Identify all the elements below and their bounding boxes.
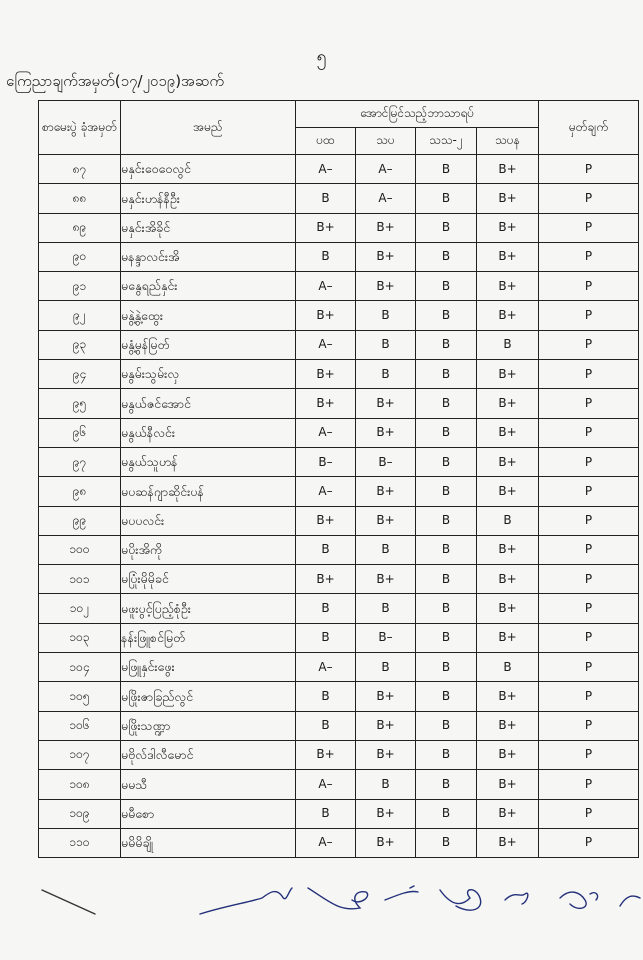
roll-number-cell: ၉၀ (39, 242, 121, 271)
header-name: အမည် (121, 101, 296, 155)
grade-cell: B (477, 506, 539, 535)
student-name-cell: မဖြိုးသဏ္ဍာ (121, 711, 296, 740)
grade-cell: A– (296, 418, 356, 447)
grade-cell: B (416, 242, 477, 271)
signature-5 (440, 890, 481, 910)
remark-cell: P (539, 653, 639, 682)
table-row (39, 389, 639, 418)
grade-cell: B+ (356, 418, 416, 447)
table-row (39, 565, 639, 594)
grade-cell: B+ (356, 711, 416, 740)
table-row (39, 155, 639, 184)
roll-number-cell: ၁၀၂ (39, 594, 121, 623)
signature-area (0, 884, 643, 960)
table-row (39, 213, 639, 242)
grade-cell: B (416, 155, 477, 184)
grade-cell: B (416, 360, 477, 389)
remark-cell: P (539, 330, 639, 359)
grade-cell: B (296, 623, 356, 652)
grade-cell: B+ (356, 242, 416, 271)
signature-7 (560, 892, 598, 908)
signature-6 (505, 893, 528, 904)
grade-cell: B (416, 330, 477, 359)
grade-cell: A– (296, 653, 356, 682)
grade-cell: B (416, 682, 477, 711)
roll-number-cell: ၉၈ (39, 477, 121, 506)
grade-cell: A– (296, 155, 356, 184)
grade-cell: B (416, 301, 477, 330)
grade-cell: B+ (477, 184, 539, 213)
grade-cell: B+ (296, 360, 356, 389)
roll-number-cell: ၁၀၆ (39, 711, 121, 740)
header-remark: မှတ်ချက် (539, 101, 639, 155)
grade-cell: B (416, 506, 477, 535)
remark-cell: P (539, 447, 639, 476)
roll-number-cell: ၉၁ (39, 272, 121, 301)
grade-cell: B+ (356, 565, 416, 594)
student-name-cell: မနွမ်းသွမ်းလှ (121, 360, 296, 389)
grade-cell: B+ (477, 213, 539, 242)
grade-cell: A– (296, 272, 356, 301)
announcement-caption: ကြေညာချက်အမှတ်(၁၇/၂၀၁၉)အဆက် (6, 72, 224, 90)
grade-cell: A– (296, 828, 356, 857)
grade-cell: B (416, 799, 477, 828)
student-name-cell: မနှင်းဝေဝေလွင် (121, 155, 296, 184)
grade-cell: B+ (477, 272, 539, 301)
remark-cell: P (539, 594, 639, 623)
signature-4 (385, 886, 418, 900)
grade-cell: B (296, 799, 356, 828)
remark-cell: P (539, 682, 639, 711)
grade-cell: B (296, 594, 356, 623)
remark-cell: P (539, 506, 639, 535)
table-row (39, 653, 639, 682)
grade-cell: B+ (296, 389, 356, 418)
roll-number-cell: ၉၃ (39, 330, 121, 359)
grade-cell: B (356, 301, 416, 330)
grade-cell: B+ (477, 535, 539, 564)
header-subject-4: သပန (477, 128, 539, 155)
results-table (38, 100, 639, 858)
signature-1 (42, 890, 95, 914)
roll-number-cell: ၁၁၀ (39, 828, 121, 857)
signature-3 (308, 888, 368, 909)
grade-cell: B+ (477, 155, 539, 184)
roll-number-cell: ၁၀၅ (39, 682, 121, 711)
grade-cell: B+ (296, 213, 356, 242)
grade-cell: B– (296, 447, 356, 476)
grade-cell: B+ (356, 799, 416, 828)
grade-cell: B (416, 770, 477, 799)
remark-cell: P (539, 477, 639, 506)
grade-cell: B+ (477, 477, 539, 506)
grade-cell: B (416, 653, 477, 682)
roll-number-cell: ၁၀၉ (39, 799, 121, 828)
grade-cell: B (416, 447, 477, 476)
grade-cell: B (356, 594, 416, 623)
roll-number-cell: ၁၀၀ (39, 535, 121, 564)
roll-number-cell: ၁၀၇ (39, 740, 121, 769)
table-row (39, 506, 639, 535)
table-row (39, 535, 639, 564)
grade-cell: B (416, 623, 477, 652)
table-row (39, 740, 639, 769)
remark-cell: P (539, 565, 639, 594)
grade-cell: B+ (356, 272, 416, 301)
grade-cell: B (296, 711, 356, 740)
roll-number-cell: ၉၉ (39, 506, 121, 535)
student-name-cell: မမသီ (121, 770, 296, 799)
header-subject-2: သပ (356, 128, 416, 155)
grade-cell: B (416, 594, 477, 623)
grade-cell: B (416, 828, 477, 857)
grade-cell: B (296, 682, 356, 711)
header-subject-3: သသ-၂ (416, 128, 477, 155)
student-name-cell: မနွယ်ဇင်အောင် (121, 389, 296, 418)
grade-cell: B (356, 770, 416, 799)
remark-cell: P (539, 184, 639, 213)
grade-cell: B+ (356, 389, 416, 418)
roll-number-cell: ၁၀၃ (39, 623, 121, 652)
grade-cell: B+ (296, 301, 356, 330)
grade-cell: B+ (356, 213, 416, 242)
signature-2 (200, 888, 292, 914)
grade-cell: B (416, 535, 477, 564)
remark-cell: P (539, 711, 639, 740)
student-name-cell: မနွယ်သူဟန် (121, 447, 296, 476)
grade-cell: A– (296, 330, 356, 359)
grade-cell: B (416, 711, 477, 740)
grade-cell: B+ (356, 477, 416, 506)
student-name-cell: မဖြိုးဇာခြည်လွင် (121, 682, 296, 711)
grade-cell: B+ (477, 242, 539, 271)
grade-cell: B (416, 565, 477, 594)
roll-number-cell: ၉၇ (39, 447, 121, 476)
remark-cell: P (539, 799, 639, 828)
grade-cell: B+ (356, 740, 416, 769)
remark-cell: P (539, 418, 639, 447)
table-row (39, 682, 639, 711)
remark-cell: P (539, 301, 639, 330)
grade-cell: B (416, 477, 477, 506)
grade-cell: B+ (296, 565, 356, 594)
student-name-cell: မပိုးအိကို (121, 535, 296, 564)
student-name-cell: မနွယ်နီလင်း (121, 418, 296, 447)
student-name-cell: မနွဲ့နွဲ့ထွေး (121, 301, 296, 330)
grade-cell: B+ (477, 447, 539, 476)
table-row (39, 301, 639, 330)
grade-cell: B+ (477, 301, 539, 330)
student-name-cell: မပြုံးမိုမိုခင် (121, 565, 296, 594)
header-roll-no: စာမေးပွဲ ခုံအမှတ် (39, 101, 121, 155)
grade-cell: B (416, 389, 477, 418)
header-subject-group: အောင်မြင်သည့်ဘာသာရပ် (296, 101, 539, 128)
grade-cell: B+ (356, 828, 416, 857)
grade-cell: B+ (477, 623, 539, 652)
remark-cell: P (539, 389, 639, 418)
grade-cell: B+ (356, 506, 416, 535)
grade-cell: B+ (477, 594, 539, 623)
grade-cell: B (416, 213, 477, 242)
student-name-cell: မဗိုလ်ဒါလီမောင် (121, 740, 296, 769)
table-row (39, 242, 639, 271)
grade-cell: B+ (477, 682, 539, 711)
grade-cell: B– (356, 623, 416, 652)
roll-number-cell: ၈၇ (39, 155, 121, 184)
grade-cell: B+ (477, 770, 539, 799)
student-name-cell: မနွေရည်နှင်း (121, 272, 296, 301)
student-name-cell: မနန္ဒာလင်းအိ (121, 242, 296, 271)
remark-cell: P (539, 213, 639, 242)
grade-cell: B+ (477, 389, 539, 418)
table-row (39, 272, 639, 301)
student-name-cell: မနှင်းဟန်နီဦး (121, 184, 296, 213)
table-row (39, 418, 639, 447)
roll-number-cell: ၁၀၁ (39, 565, 121, 594)
roll-number-cell: ၉၅ (39, 389, 121, 418)
table-row (39, 623, 639, 652)
grade-cell: B (356, 653, 416, 682)
grade-cell: B+ (356, 682, 416, 711)
grade-cell: B (296, 184, 356, 213)
grade-cell: B (356, 360, 416, 389)
grade-cell: B (416, 418, 477, 447)
student-name-cell: မနွံ့မွန်မြတ် (121, 330, 296, 359)
signature-8 (620, 896, 640, 906)
table-row (39, 594, 639, 623)
student-name-cell: မဖူးပွင့်ပြည့်စုံဦး (121, 594, 296, 623)
table-row (39, 330, 639, 359)
student-name-cell: မပဆန်ဂျာဆိုင်းပန် (121, 477, 296, 506)
grade-cell: B+ (477, 565, 539, 594)
table-row (39, 711, 639, 740)
grade-cell: B+ (477, 740, 539, 769)
grade-cell: B (356, 330, 416, 359)
grade-cell: B+ (296, 740, 356, 769)
roll-number-cell: ၈၉ (39, 213, 121, 242)
page-number: ၅ (316, 46, 327, 67)
student-name-cell: မနှင်းအိခိုင် (121, 213, 296, 242)
student-name-cell: မမိမိချို (121, 828, 296, 857)
student-name-cell: မပပလင်း (121, 506, 296, 535)
grade-cell: B (296, 242, 356, 271)
grade-cell: A– (356, 155, 416, 184)
grade-cell: B (356, 535, 416, 564)
remark-cell: P (539, 155, 639, 184)
grade-cell: A– (296, 477, 356, 506)
roll-number-cell: ၉၆ (39, 418, 121, 447)
table-row (39, 799, 639, 828)
grade-cell: A– (356, 184, 416, 213)
grade-cell: B (477, 653, 539, 682)
roll-number-cell: ၉၄ (39, 360, 121, 389)
roll-number-cell: ၁၀၄ (39, 653, 121, 682)
remark-cell: P (539, 740, 639, 769)
grade-cell: B+ (477, 711, 539, 740)
student-name-cell: မမီစော (121, 799, 296, 828)
grade-cell: B (296, 535, 356, 564)
grade-cell: B+ (477, 360, 539, 389)
table-row (39, 770, 639, 799)
grade-cell: A– (296, 770, 356, 799)
remark-cell: P (539, 623, 639, 652)
header-subject-1: ပထ (296, 128, 356, 155)
grade-cell: B– (356, 447, 416, 476)
grade-cell: B (477, 330, 539, 359)
student-name-cell: မဖြူနှင်းဖွေး (121, 653, 296, 682)
roll-number-cell: ၈၈ (39, 184, 121, 213)
table-row (39, 828, 639, 857)
table-row (39, 184, 639, 213)
grade-cell: B+ (477, 828, 539, 857)
remark-cell: P (539, 360, 639, 389)
roll-number-cell: ၉၂ (39, 301, 121, 330)
remark-cell: P (539, 272, 639, 301)
grade-cell: B (416, 272, 477, 301)
remark-cell: P (539, 242, 639, 271)
table-row (39, 477, 639, 506)
grade-cell: B (416, 740, 477, 769)
remark-cell: P (539, 828, 639, 857)
grade-cell: B+ (477, 799, 539, 828)
roll-number-cell: ၁၀၈ (39, 770, 121, 799)
grade-cell: B+ (296, 506, 356, 535)
table-row (39, 447, 639, 476)
table-row (39, 360, 639, 389)
remark-cell: P (539, 535, 639, 564)
student-name-cell: နန်းဖြူစင်မြတ် (121, 623, 296, 652)
remark-cell: P (539, 770, 639, 799)
grade-cell: B (416, 184, 477, 213)
grade-cell: B+ (477, 418, 539, 447)
